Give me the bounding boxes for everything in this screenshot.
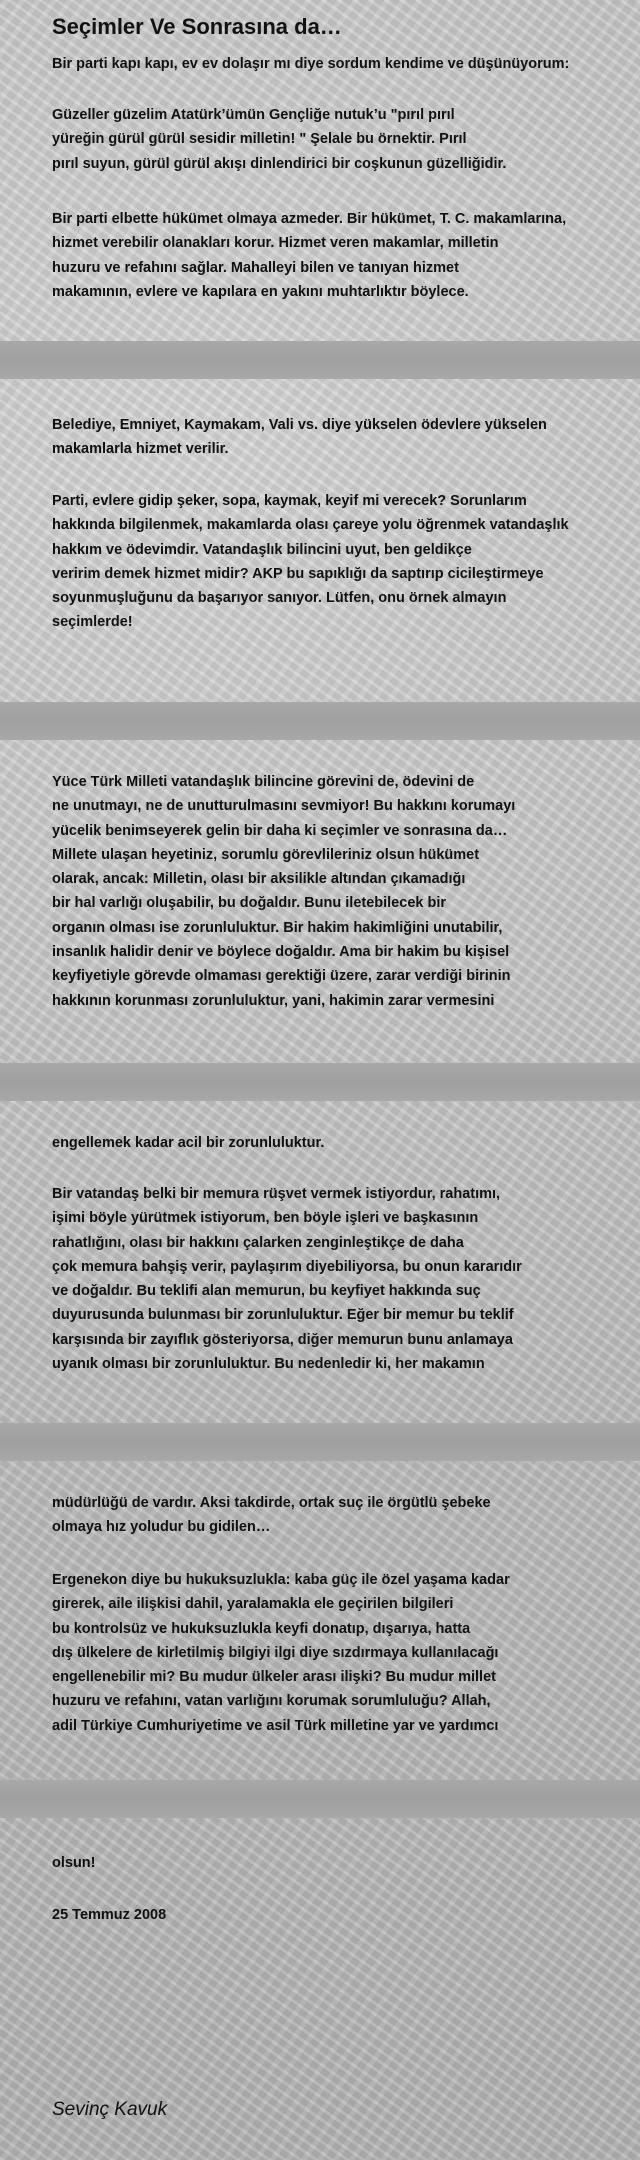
page-divider-band <box>0 1063 640 1101</box>
poem-paragraph: Belediye, Emniyet, Kaymakam, Vali vs. diye yükselen ödevlere yükselen makamlarla hizmet verilir. <box>52 417 547 458</box>
poem-paragraph: müdürlüğü de vardır. Aksi takdirde, ortak suç ile örgütlü şebeke olmaya hız yoludur bu gidilen… <box>52 1495 491 1536</box>
author-signature: Sevinç Kavuk <box>52 2099 168 2120</box>
page-divider-band <box>0 1423 640 1461</box>
page-divider-band <box>0 702 640 740</box>
poem-paragraph: olsun! <box>52 1855 96 1871</box>
poem-paragraph: Bir parti elbette hükümet olmaya azmeder. Bir hükümet, T. C. makamlarına, hizmet verebilir olanakları korur. Hizmet veren makamlar, milletin huzuru ve refahını sağlar. Mahalleyi bilen ve tanıyan hizmet makamının, evlere ve kapılara en yakını muhtarlıktır böylece. <box>52 211 567 300</box>
poem-paragraph: Güzeller güzelim Atatürk’ümün Gençliğe nutuk’u "pırıl pırıl yüreğin gürül gürül sesidir milletin! " Şelale bu örnektir. Pırıl pırıl suyun, gürül gürül akışı dinlendirici bir coşkunun güzelliğidir. <box>52 107 507 172</box>
poem-paragraph: engellemek kadar acil bir zorunluluktur. <box>52 1135 325 1151</box>
poem-paragraph: Bir vatandaş belki bir memura rüşvet vermek istiyordur, rahatımı, işimi böyle yürütmek istiyorum, ben böyle işleri ve başkasının rahatlığını, olası bir hakkını çalarken zenginleştikçe de daha çok memura bahşiş verir, paylaşırım diyebiliyorsa, bu onun kararıdır ve doğaldır. Bu teklifi alan memurun, bu keyfiyet hakkında suç duyurusunda bulunması bir zorunluluktur. Eğer bir memur bu teklif karşısında bir zayıflık gösteriyorsa, diğer memurun bunu anlamaya uyanık olması bir zorunluluktur. Bu nedenledir ki, her makamın <box>52 1186 522 1373</box>
poem-paragraph: Bir parti kapı kapı, ev ev dolaşır mı diye sordum kendime ve düşünüyorum: <box>52 56 570 72</box>
page-divider-band <box>0 1780 640 1818</box>
poem-paragraph: Parti, evlere gidip şeker, sopa, kaymak, keyif mi verecek? Sorunlarım hakkında bilgilenmek, makamlarda olası çareye yolu öğrenmek vatandaşlık hakkım ve ödevimdir. Vatandaşlık bilincini uyut, ben geldikçe veririm demek hizmet midir? AKP bu sapıklığı da saptırıp cicileştirmeye soyunmuşluğunu da başarıyor sanıyor. Lütfen, onu örnek almayın seçimlerde! <box>52 493 569 631</box>
poem-title: Seçimler Ve Sonrasına da… <box>52 14 342 39</box>
poem-paragraph: Ergenekon diye bu hukuksuzlukla: kaba güç ile özel yaşama kadar girerek, aile ilişkisi dahil, yaralamakla ele geçirilen bilgileri bu kontrolsüz ve hukuksuzlukla keyfi donatıp, dışarıya, hatta dış ülkelere de kirletilmiş bilgiyi ilgi diye sızdırmaya kullanılacağı engellenebilir mi? Bu mudur ülkeler arası ilişki? Bu mudur millet huzuru ve refahını, vatan varlığını korumak sorumluluğu? Allah, adil Türkiye Cumhuriyetime ve asil Türk milletine yar ve yardımcı <box>52 1572 510 1734</box>
poem-paragraph: Yüce Türk Milleti vatandaşlık bilincine görevini de, ödevini de ne unutmayı, ne de unutturulmasını sevmiyor! Bu hakkını korumayı yücelik benimseyerek gelin bir daha ki seçimler ve sonrasına da… Millete ulaşan heyetiniz, sorumlu görevlileriniz olsun hükümet olarak, ancak: Milletin, olası bir aksilikle altından çıkamadığı bir hal varlığı oluşabilir, bu doğaldır. Bunu iletebilecek bir organın olması ise zorunluluktur. Bir hakim hakimliğini unutabilir, insanlık halidir denir ve böylece doğaldır. Ama bir hakim bu kişisel keyfiyetiyle görevde olmaması gerektiği üzere, zarar verdiği birinin hakkının korunması zorunluluktur, yani, hakimin zarar vermesini <box>52 774 516 1009</box>
poem-date: 25 Temmuz 2008 <box>52 1907 167 1923</box>
page-divider-band <box>0 341 640 379</box>
